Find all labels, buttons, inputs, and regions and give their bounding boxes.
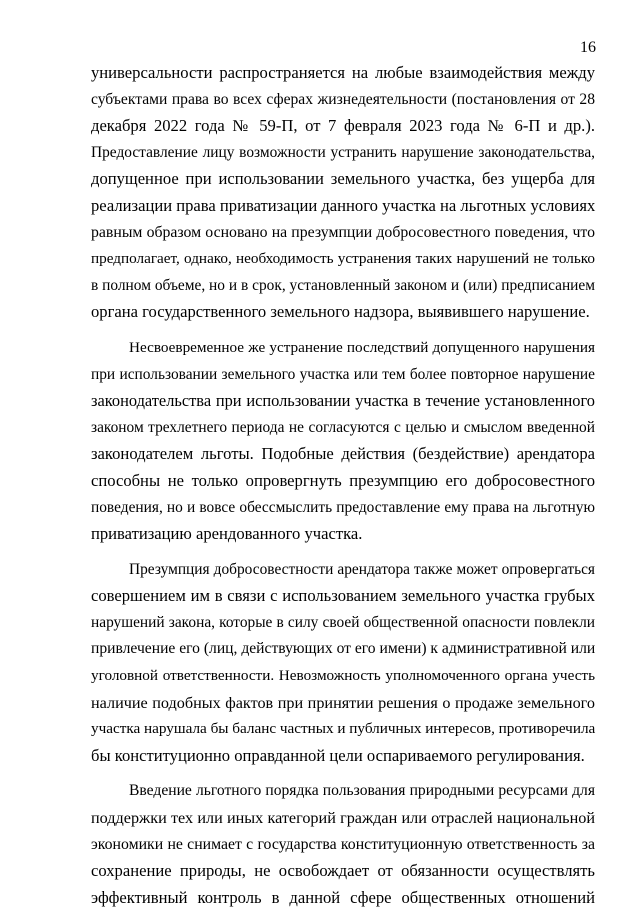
text-line: участка нарушала бы баланс частных и публичных интересов, противоречила: [91, 720, 596, 738]
text-line: Несвоевременное же устранение последствий допущенного нарушения: [129, 338, 595, 356]
text-line: приватизацию арендованного участка.: [91, 524, 363, 544]
text-line: нарушений закона, которые в силу своей общественной опасности повлекли: [91, 613, 595, 631]
document-body: [91, 60, 595, 911]
text-line: равным образом основано на презумпции добросовестного поведения, что: [91, 223, 595, 241]
text-line: законодателем льготы. Подобные действия (бездействие) арендатора: [91, 444, 595, 464]
text-line: сохранение природы, не освобождает от обязанности осуществлять: [91, 861, 595, 881]
text-line: экономики не снимает с государства конституционную ответственность за: [91, 835, 595, 853]
text-line: бы конституционно оправданной цели оспариваемого регулирования.: [91, 745, 585, 765]
paragraph-gap: [91, 548, 595, 557]
paragraph-gap: [91, 326, 595, 335]
text-line: в полном объеме, но и в срок, установленный законом и (или) предписанием: [91, 276, 595, 294]
text-line: субъектами права во всех сферах жизнедеятельности (постановления от 28: [91, 90, 595, 108]
text-line: реализации права приватизации данного участка на льготных условиях: [91, 195, 596, 215]
paragraph: [91, 778, 595, 911]
text-line: предполагает, однако, необходимость устранения таких нарушений не только: [91, 250, 595, 268]
paragraph: [91, 335, 595, 548]
paragraph-gap: [91, 769, 595, 778]
text-line: законодательства при использовании участка в течение установленного: [91, 391, 595, 411]
text-line: Предоставление лицу возможности устранить нарушение законодательства,: [91, 143, 595, 161]
text-line: допущенное при использовании земельного участка, без ущерба для: [91, 169, 595, 189]
text-line: наличие подобных фактов при принятии решения о продаже земельного: [91, 693, 595, 712]
text-line: совершением им в связи с использованием земельного участка грубых: [91, 586, 595, 606]
paragraph: [91, 60, 595, 326]
text-line: при использовании земельного участка или тем более повторное нарушение: [91, 365, 595, 383]
text-line: уголовной ответственности. Невозможность уполномоченного органа учесть: [91, 667, 595, 685]
page-number: 16: [580, 39, 596, 56]
text-line: Введение льготного порядка пользования природными ресурсами для: [129, 782, 595, 800]
text-line: органа государственного земельного надзора, выявившего нарушение.: [91, 302, 590, 322]
text-line: эффективный контроль в данной сфере общественных отношений: [91, 887, 595, 907]
text-line: универсальности распространяется на любые взаимодействия между: [91, 63, 595, 82]
text-line: Презумпция добросовестности арендатора также может опровергаться: [129, 560, 595, 578]
text-line: способны не только опровергнуть презумпцию его добросовестного: [91, 470, 595, 490]
text-line: законом трехлетнего периода не согласуются с целью и смыслом введенной: [91, 418, 595, 436]
text-line: декабря 2022 года № 59-П, от 7 февраля 2023 года № 6-П и др.).: [91, 116, 595, 136]
paragraph: [91, 557, 595, 770]
text-line: привлечение его (лиц, действующих от его имени) к административной или: [91, 640, 596, 658]
text-line: поддержки тех или иных категорий граждан или отраслей национальной: [91, 809, 595, 828]
text-line: поведения, но и вовсе обессмыслить предоставление ему права на льготную: [91, 498, 595, 516]
